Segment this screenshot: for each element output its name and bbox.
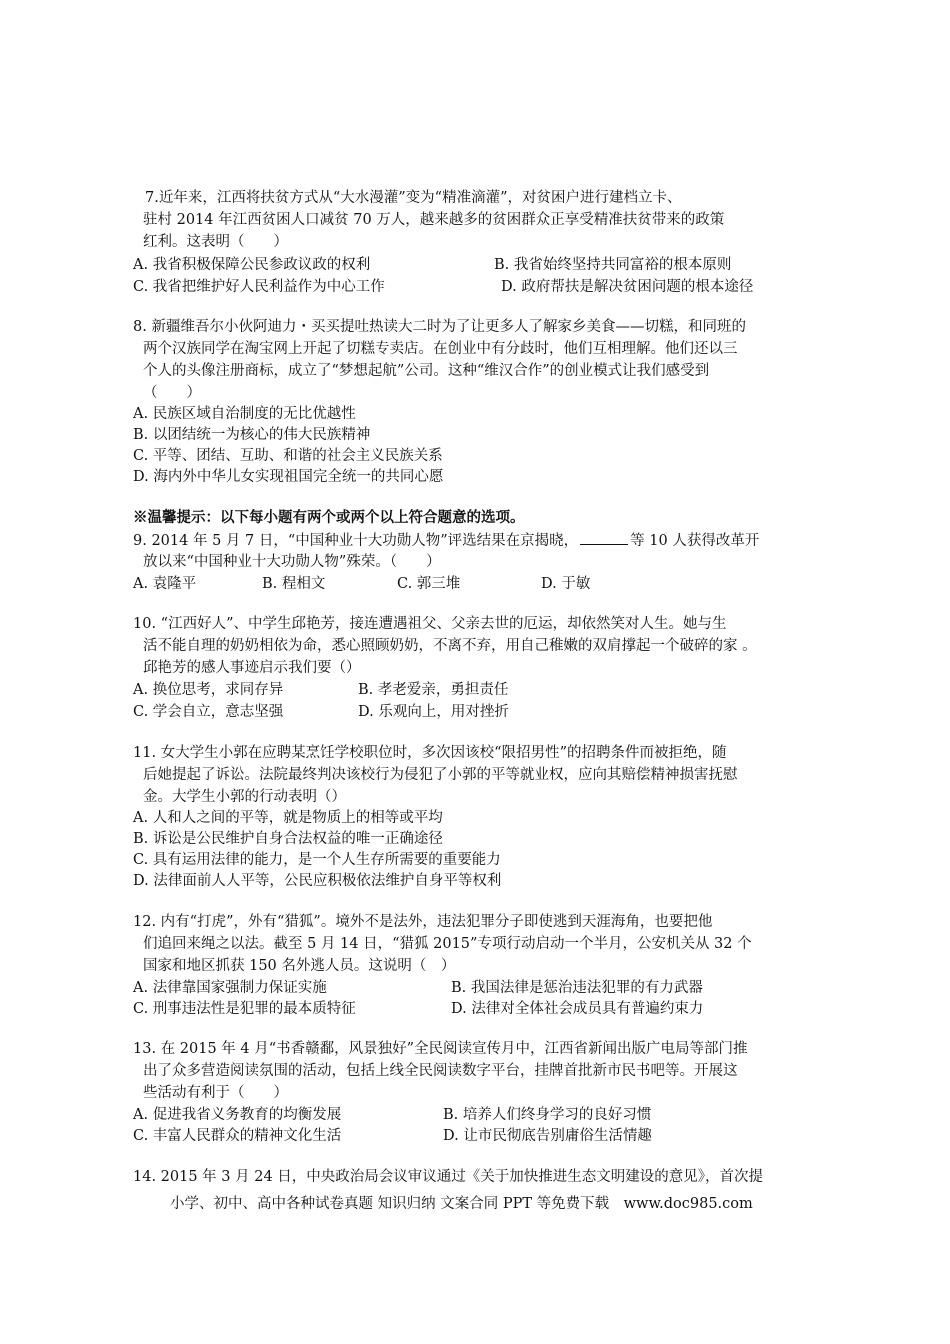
q8-stem-line-3: 个人的头像注册商标，成立了“梦想起航”公司。这种“维汉合作”的创业模式让我们感受到 xyxy=(143,363,710,379)
q7-option-b: B. 我省始终坚持共同富裕的根本原则 xyxy=(494,257,732,273)
q9-answer-blank xyxy=(580,530,628,545)
q12-stem-line-1: 12. 内有“打虎”，外有“猎狐”。境外不是法外，违法犯罪分子即使逃到天涯海角，也要把他 xyxy=(133,914,713,930)
q11-option-d: D. 法律面前人人平等，公民应积极依法维护自身平等权利 xyxy=(133,873,502,889)
q12-option-a: A. 法律靠国家强制力保证实施 xyxy=(133,980,327,996)
q13-option-a: A. 促进我省义务教育的均衡发展 xyxy=(133,1107,342,1123)
q13-stem-line-3: 些活动有利于（ ） xyxy=(143,1085,288,1101)
q8-option-a: A. 民族区域自治制度的无比优越性 xyxy=(133,406,356,422)
q7-option-d: D. 政府帮扶是解决贫困问题的根本途径 xyxy=(501,279,754,295)
q10-stem-line-1: 10. “江西好人”、中学生邱艳芳，接连遭遇祖父、父亲去世的厄运，却依然笑对人生。她与生 xyxy=(133,616,727,632)
q11-option-a: A. 人和人之间的平等，就是物质上的相等或平均 xyxy=(133,810,443,826)
q10-option-a: A. 换位思考，求同存异 xyxy=(133,682,284,698)
q13-option-d: D. 让市民彻底告别庸俗生活情趣 xyxy=(443,1128,652,1144)
q8-stem-line-4: （ ） xyxy=(143,385,201,401)
q11-stem-line-3: 金。大学生小郭的行动表明（） xyxy=(143,789,346,805)
q12-option-c: C. 刑事违法性是犯罪的最本质特征 xyxy=(133,1001,356,1017)
q7-stem-line-2: 驻村 2014 年江西贫困人口减贫 70 万人，越来越多的贫困群众正享受精准扶贫带来的政策 xyxy=(143,212,725,228)
q12-stem-line-3: 国家和地区抓获 150 名外逃人员。这说明（ ） xyxy=(143,958,456,974)
q7-stem-line-1: 7.近年来，江西将扶贫方式从“大水漫灌”变为“精准滴灌”，对贫困户进行建档立卡、 xyxy=(145,190,682,206)
q7-option-a: A. 我省积极保障公民参政议政的权利 xyxy=(133,257,371,273)
q9-option-c: C. 郭三堆 xyxy=(397,576,461,592)
q10-stem-line-2: 活不能自理的奶奶相依为命，悉心照顾奶奶，不离不弃，用自己稚嫩的双肩撑起一个破碎的家 。 xyxy=(143,638,757,654)
q9-option-b: B. 程相文 xyxy=(262,576,326,592)
q7-option-c: C. 我省把维护好人民利益作为中心工作 xyxy=(133,279,385,295)
multi-choice-tip: ※温馨提示：以下每小题有两个或两个以上符合题意的选项。 xyxy=(133,509,525,526)
q12-option-b: B. 我国法律是惩治违法犯罪的有力武器 xyxy=(451,980,703,996)
q7-stem-line-3: 红利。这表明（ ） xyxy=(143,234,288,250)
q10-stem-line-3: 邱艳芳的感人事迹启示我们要（） xyxy=(143,660,361,676)
q9-option-a: A. 袁隆平 xyxy=(133,576,197,592)
q9-stem-post: 等 10 人获得改革开 xyxy=(630,533,760,549)
q10-option-d: D. 乐观向上，用对挫折 xyxy=(358,704,509,720)
q12-stem-line-2: 们追回来绳之以法。截至 5 月 14 日，“猎狐 2015”专项行动启动一个半月，公安机关从 32 个 xyxy=(143,936,752,952)
q9-option-d: D. 于敏 xyxy=(541,576,591,592)
page-footer: 小学、初中、高中各种试卷真题 知识归纳 文案合同 PPT 等免费下载 www.doc985.com xyxy=(170,1196,753,1212)
q8-stem-line-1: 8. 新疆维吾尔小伙阿迪力・买买提吐热读大二时为了让更多人了解家乡美食——切糕，和同班的 xyxy=(133,319,746,335)
q13-stem-line-1: 13. 在 2015 年 4 月“书香赣鄱，风景独好”全民阅读宣传月中，江西省新闻出版广电局等部门推 xyxy=(133,1041,748,1057)
q8-option-b: B. 以团结统一为核心的伟大民族精神 xyxy=(133,427,371,443)
q13-option-b: B. 培养人们终身学习的良好习惯 xyxy=(443,1107,652,1123)
q10-option-c: C. 学会自立，意志坚强 xyxy=(133,704,284,720)
q8-option-d: D. 海内外中华儿女实现祖国完全统一的共同心愿 xyxy=(133,469,444,485)
q13-stem-line-2: 出了众多营造阅读氛围的活动，包括上线全民阅读数字平台，挂牌首批新市民书吧等。开展这 xyxy=(143,1063,738,1079)
q8-stem-line-2: 两个汉族同学在淘宝网上开起了切糕专卖店。在创业中有分歧时，他们互相理解。他们还以三 xyxy=(143,341,738,357)
q9-stem-line-2: 放以来“中国种业十大功勋人物”殊荣。（ ） xyxy=(143,554,441,570)
q11-stem-line-1: 11. 女大学生小郭在应聘某烹饪学校职位时，多次因该校“限招男性”的招聘条件而被拒绝，随 xyxy=(133,745,727,761)
q9-stem-pre: 9. 2014 年 5 月 7 日，“中国种业十大功勋人物”评选结果在京揭晓， xyxy=(133,533,579,549)
q11-option-c: C. 具有运用法律的能力，是一个人生存所需要的重要能力 xyxy=(133,852,501,868)
q11-option-b: B. 诉讼是公民维护自身合法权益的唯一正确途径 xyxy=(133,831,443,847)
q9-stem-line-1 xyxy=(133,530,759,551)
q14-stem-line-1: 14. 2015 年 3 月 24 日，中央政治局会议审议通过《关于加快推进生态文明建设的意见》，首次提 xyxy=(133,1169,764,1185)
q13-option-c: C. 丰富人民群众的精神文化生活 xyxy=(133,1128,342,1144)
q12-option-d: D. 法律对全体社会成员具有普遍约束力 xyxy=(451,1001,704,1017)
q11-stem-line-2: 后她提起了诉讼。法院最终判决该校行为侵犯了小郭的平等就业权，应向其赔偿精神损害抚慰 xyxy=(143,767,738,783)
q10-option-b: B. 孝老爱亲，勇担责任 xyxy=(358,682,509,698)
q8-option-c: C. 平等、团结、互助、和谐的社会主义民族关系 xyxy=(133,448,443,464)
